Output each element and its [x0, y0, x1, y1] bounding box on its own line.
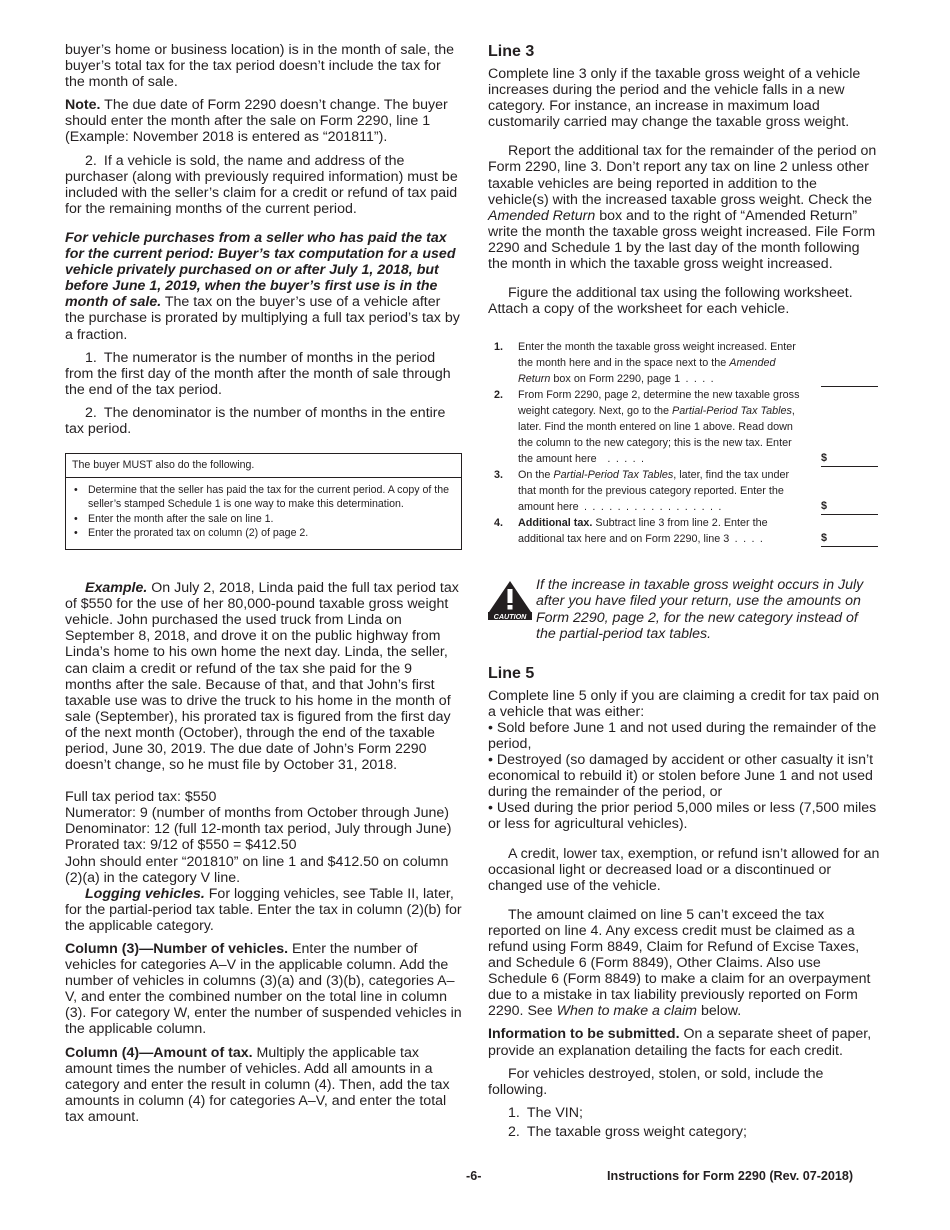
logging-text: For logging vehicles, see Table II, later, for the partial-period tax table. Enter the tax in column (2)(b) for the applicable category.	[65, 885, 462, 934]
line5-intro: Complete line 5 only if you are claiming a credit for tax paid on a vehicle that was either:	[488, 687, 880, 720]
caution-text: If the increase in taxable gross weight occurs in July after you have filed your return, use the amounts on Form 2290, page 2, for the new category instead of the partial-period tax tables.	[536, 577, 864, 642]
example-label: Example.	[85, 580, 148, 597]
line5-bullet: • Used during the prior period 5,000 miles or less (7,500 miles or less for agricultural vehicles).	[488, 800, 877, 833]
right-column	[488, 42, 880, 1143]
buyer-requirements-box	[65, 453, 462, 550]
buyer-box-header: The buyer MUST also do the following.	[66, 454, 461, 478]
calc-line: John should enter “201810” on line 1 and $412.50 on column (2)(a) in the category V line.	[65, 853, 449, 886]
calc-line: Full tax period tax: $550	[65, 789, 217, 806]
line5-credit-paragraph: A credit, lower tax, exemption, or refund isn’t allowed for an occasional light or decreased load or a discontinued or changed use of the vehicle.	[488, 845, 880, 894]
example-text: On July 2, 2018, Linda paid the full tax period tax of $550 for the use of her 80,000-pound taxable gross weight vehicle. John purchased the used truck from Linda on September 8, 2018, and drove it on the public highway from Linda’s home to his own home the next day. Linda, the seller, can claim a credit or refund of the tax she paid for the 9 months after the sale. Because of that, and that John’s first taxable use was to drive the truck to his home in the month of sale (September), his prorated tax is figured from the first day of the next month (October), through the end of the taxable period, June 30, 2019. The due date of John’s Form 2290 doesn’t change, so he must file by October 31, 2018.	[65, 580, 459, 774]
caution-icon-label: CAUTION	[493, 612, 527, 621]
line3-worksheet-intro: Figure the additional tax using the following worksheet. Attach a copy of the worksheet for each vehicle.	[488, 285, 853, 318]
worksheet-line-4: 4. Additional tax. Subtract line 3 from line 2. Enter the additional tax here and on Form 2290, line 3 . . . . $	[488, 515, 880, 547]
worksheet-answer-field[interactable]: $	[821, 451, 878, 467]
left-column	[65, 42, 462, 1132]
line5-bullet: • Destroyed (so damaged by accident or other casualty it isn’t economical to rebuild it) or stolen before June 1 and not used during the remainder of the period, or	[488, 752, 874, 801]
line5-excess-paragraph: The amount claimed on line 5 can’t exceed the tax reported on line 4. Any excess credit must be claimed as a refund using Form 8849, Claim for Refund of Excise Taxes, and Schedule 6 (Form 8849), Other Claims. Also use Schedule 6 (Form 8849) to make a claim for an overpayment due to a mistake in tax liability previously reported on Form 2290. See When to make a claim below.	[488, 906, 871, 1020]
column3-label: Column (3)—Number of vehicles.	[65, 941, 289, 957]
column4-paragraph	[65, 1045, 462, 1125]
info-list-item: 2. The taxable gross weight category;	[508, 1123, 747, 1140]
list-item: • Determine that the seller has paid the tax for the current period. A copy of the seller’s stamped Schedule 1 is one way to make this determination.	[74, 483, 449, 511]
worksheet-line-number: 3.	[494, 469, 504, 482]
note-text: The due date of Form 2290 doesn’t change. The buyer should enter the month after the sale on Form 2290, line 1 (Example: November 2018 is entered as “201811”).	[65, 97, 448, 146]
list-item: • Enter the month after the sale on line 1.	[74, 512, 274, 525]
caution-icon	[488, 580, 532, 620]
calc-line: Numerator: 9 (number of months from October through June)	[65, 805, 450, 822]
example-paragraph	[65, 580, 462, 773]
line3-intro: Complete line 3 only if the taxable gross weight of a vehicle increases during the period and the vehicle falls in a new category. For instance, an increase in maximum load customarily carried may change the taxable gross weight.	[488, 66, 861, 131]
paragraph-vehicle-sold: 2. If a vehicle is sold, the name and address of the purchaser (along with previously required information) must be included with the seller’s claim for a credit or refund of tax paid for the remaining months of the current period.	[65, 152, 458, 217]
note-label: Note.	[65, 97, 101, 114]
worksheet-line-1: 1. Enter the month the taxable gross weight increased. Enter the month here and in the space next to the Amended Return box on Form 2290, page 1 . . . .	[488, 339, 880, 387]
buyer-box-list	[66, 478, 461, 549]
paragraph-month-of-sale: buyer’s home or business location) is in the month of sale, the buyer’s total tax for the tax period doesn’t include the tax for the month of sale.	[65, 42, 455, 91]
worksheet-line-number: 2.	[494, 389, 504, 402]
column3-paragraph	[65, 941, 462, 1038]
worksheet-answer-field[interactable]: $	[821, 531, 878, 547]
worksheet-line-2: 2. From Form 2290, page 2, determine the new taxable gross weight category. Next, go to the Partial-Period Tax Tables, later. Find the month entered on line 1 above. Read down the column to the new category; this is the new tax. Enter the amount here . . . . . $	[488, 387, 880, 467]
line3-report-paragraph: Report the additional tax for the remainder of the period on Form 2290, line 3. Don’t report any tax on line 2 unless other taxable vehicles are being reported in addition to the vehicle(s) with the increased taxable gross weight. Check the Amended Return box and to the right of “Amended Return” write the month the taxable gross weight increased. File Form 2290 and Schedule 1 by the last day of the month following the month in which the taxable gross weight increased.	[488, 143, 877, 273]
column4-label: Column (4)—Amount of tax.	[65, 1044, 253, 1061]
worksheet-answer-field[interactable]	[821, 371, 878, 387]
line5-heading: Line 5	[488, 664, 535, 682]
line3-heading: Line 3	[488, 43, 535, 60]
purchase-text: The tax on the buyer’s use of a vehicle after the purchase is prorated by multiplying a full tax period’s tax by a fraction.	[65, 294, 460, 343]
caution-note	[488, 577, 880, 641]
info-list-item: 1. The VIN;	[508, 1104, 583, 1121]
worksheet-answer-field[interactable]: $	[821, 499, 878, 515]
calculation-block	[65, 789, 462, 886]
logging-label: Logging vehicles.	[85, 885, 205, 902]
line5-bullet: • Sold before June 1 and not used during the remainder of the period,	[488, 719, 877, 752]
info-submitted-paragraph: Information to be submitted. On a separate sheet of paper, provide an explanation detailing the facts for each credit.	[488, 1026, 872, 1059]
calc-line: Denominator: 12 (full 12-month tax period, July through June)	[65, 821, 452, 838]
list-item: • Enter the prorated tax on column (2) of page 2.	[74, 527, 309, 540]
info-label: Information to be submitted.	[488, 1026, 680, 1043]
info-following-paragraph: For vehicles destroyed, stolen, or sold, include the following.	[488, 1065, 824, 1098]
bullet: •	[74, 483, 78, 496]
worksheet-line-number: 4.	[494, 517, 504, 530]
numerator-paragraph: 1. The numerator is the number of months in the period from the first day of the month after the month of sale through the end of the tax period.	[65, 349, 451, 398]
bullet: •	[74, 512, 78, 525]
footer-title: Instructions for Form 2290 (Rev. 07-2018)	[607, 1169, 854, 1183]
page-number: -6-	[466, 1169, 482, 1183]
denominator-paragraph: 2. The denominator is the number of months in the entire tax period.	[65, 404, 446, 437]
additional-tax-worksheet	[488, 339, 880, 547]
column4-text: Multiply the applicable tax amount times the number of vehicles. Add all amounts in a category and enter the result in column (4). Then, add the tax amounts in column (4) for categories A–V, and enter the total tax amount.	[65, 1044, 450, 1125]
note-paragraph	[65, 97, 462, 145]
column3-text: Enter the number of vehicles for categories A–V in the applicable column. Add the number of vehicles in columns (3)(a) and (3)(b), categories A–V, and enter the combined number on the total line in column (3). For category W, enter the number of suspended vehicles in the applicable column.	[65, 941, 462, 1038]
purchase-paragraph	[65, 230, 462, 343]
bullet: •	[74, 527, 78, 540]
worksheet-line-3: 3. On the Partial-Period Tax Tables, later, find the tax under that month for the previous category reported. Enter the amount here . . . . . . . . . . . . . . . . . $	[488, 467, 880, 515]
logging-paragraph	[65, 886, 462, 934]
purchase-heading: For vehicle purchases from a seller who has paid the tax for the current period: Buyer’s tax computation for a used vehicle privately purchased on or after July 1, 2018, but before June 1, 2019, when the buyer’s first use is in the month of sale.	[65, 229, 456, 311]
worksheet-line-number: 1.	[494, 341, 504, 354]
calc-line: Prorated tax: 9/12 of $550 = $412.50	[65, 837, 297, 854]
